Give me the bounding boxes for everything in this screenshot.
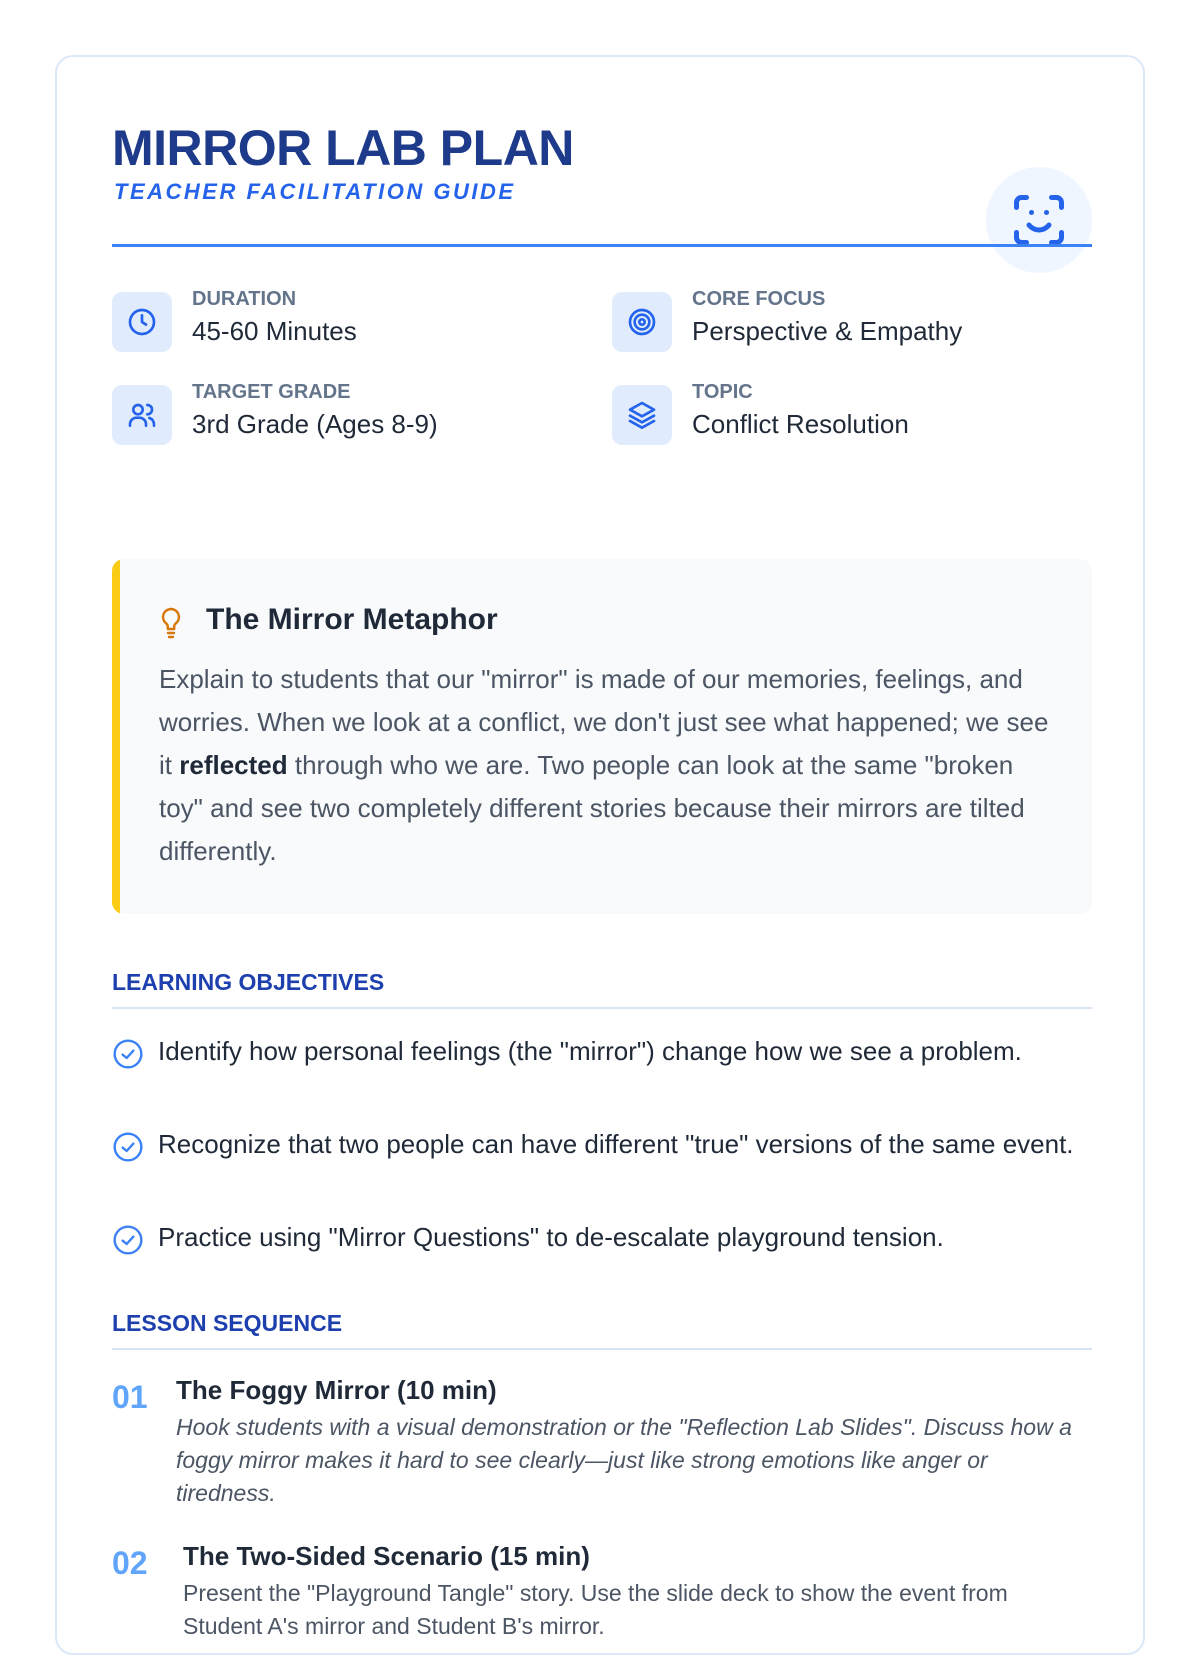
meta-value: Conflict Resolution [692, 409, 909, 439]
callout-accent-bar [112, 559, 120, 914]
callout-title: The Mirror Metaphor [206, 603, 498, 636]
meta-core-focus [612, 288, 1082, 352]
callout-body [159, 658, 1059, 873]
meta-duration [112, 288, 582, 352]
target-icon [612, 292, 672, 352]
clock-icon [112, 292, 172, 352]
step-number: 02 [112, 1545, 148, 1581]
layers-icon [612, 385, 672, 445]
check-circle-icon [112, 1224, 144, 1256]
meta-label: DURATION [192, 288, 297, 310]
header-divider [112, 244, 1092, 247]
step-title: The Foggy Mirror (10 min) [176, 1375, 497, 1405]
sequence-heading: LESSON SEQUENCE [112, 1310, 343, 1336]
meta-value: 3rd Grade (Ages 8-9) [192, 409, 438, 439]
step-description: Hook students with a visual demonstration or the "Reflection Lab Slides". Discuss how a foggy mirror makes it hard to see clearly—just like strong emotions like anger or tiredness. [176, 1414, 1072, 1506]
objective-text: Recognize that two people can have different "true" versions of the same event. [158, 1129, 1074, 1159]
face-scan-icon [986, 167, 1092, 273]
check-circle-icon [112, 1131, 144, 1163]
meta-label: CORE FOCUS [692, 288, 826, 310]
page-subtitle: TEACHER FACILITATION GUIDE [114, 179, 516, 204]
meta-value: Perspective & Empathy [692, 316, 963, 346]
check-circle-icon [112, 1038, 144, 1070]
sequence-divider [112, 1348, 1092, 1350]
callout-body-text: through who we are. Two people can look at the same "broken toy" and see two completely different stories because their mirrors are tilted differently. [159, 750, 1025, 866]
meta-target-grade [112, 381, 582, 445]
meta-grid [112, 288, 1092, 452]
meta-label: TARGET GRADE [192, 381, 351, 403]
users-icon [112, 385, 172, 445]
header [112, 117, 1092, 242]
objectives-heading: LEARNING OBJECTIVES [112, 969, 385, 995]
callout-body-text: Explain to students that our "mirror" is made of our memories, feelings, and worries. When we look at a conflict, we don't just see what happened; we see it [159, 664, 1049, 780]
meta-label: TOPIC [692, 381, 753, 403]
lesson-plan-card [55, 55, 1145, 1655]
objective-text: Practice using "Mirror Questions" to de-escalate playground tension. [158, 1222, 944, 1252]
meta-value: 45-60 Minutes [192, 316, 357, 346]
objectives-divider [112, 1007, 1092, 1009]
objective-text: Identify how personal feelings (the "mirror") change how we see a problem. [158, 1036, 1022, 1066]
page-title: MIRROR LAB PLAN [112, 120, 574, 176]
mirror-metaphor-callout [112, 559, 1092, 914]
step-description: Present the "Playground Tangle" story. Use the slide deck to show the event from Student A's mirror and Student B's mirror. [183, 1580, 1008, 1639]
step-title: The Two-Sided Scenario (15 min) [183, 1541, 590, 1571]
lightbulb-icon [159, 606, 183, 642]
meta-topic [612, 381, 1082, 445]
step-number: 01 [112, 1379, 148, 1415]
callout-body-emphasis: reflected [179, 750, 288, 780]
